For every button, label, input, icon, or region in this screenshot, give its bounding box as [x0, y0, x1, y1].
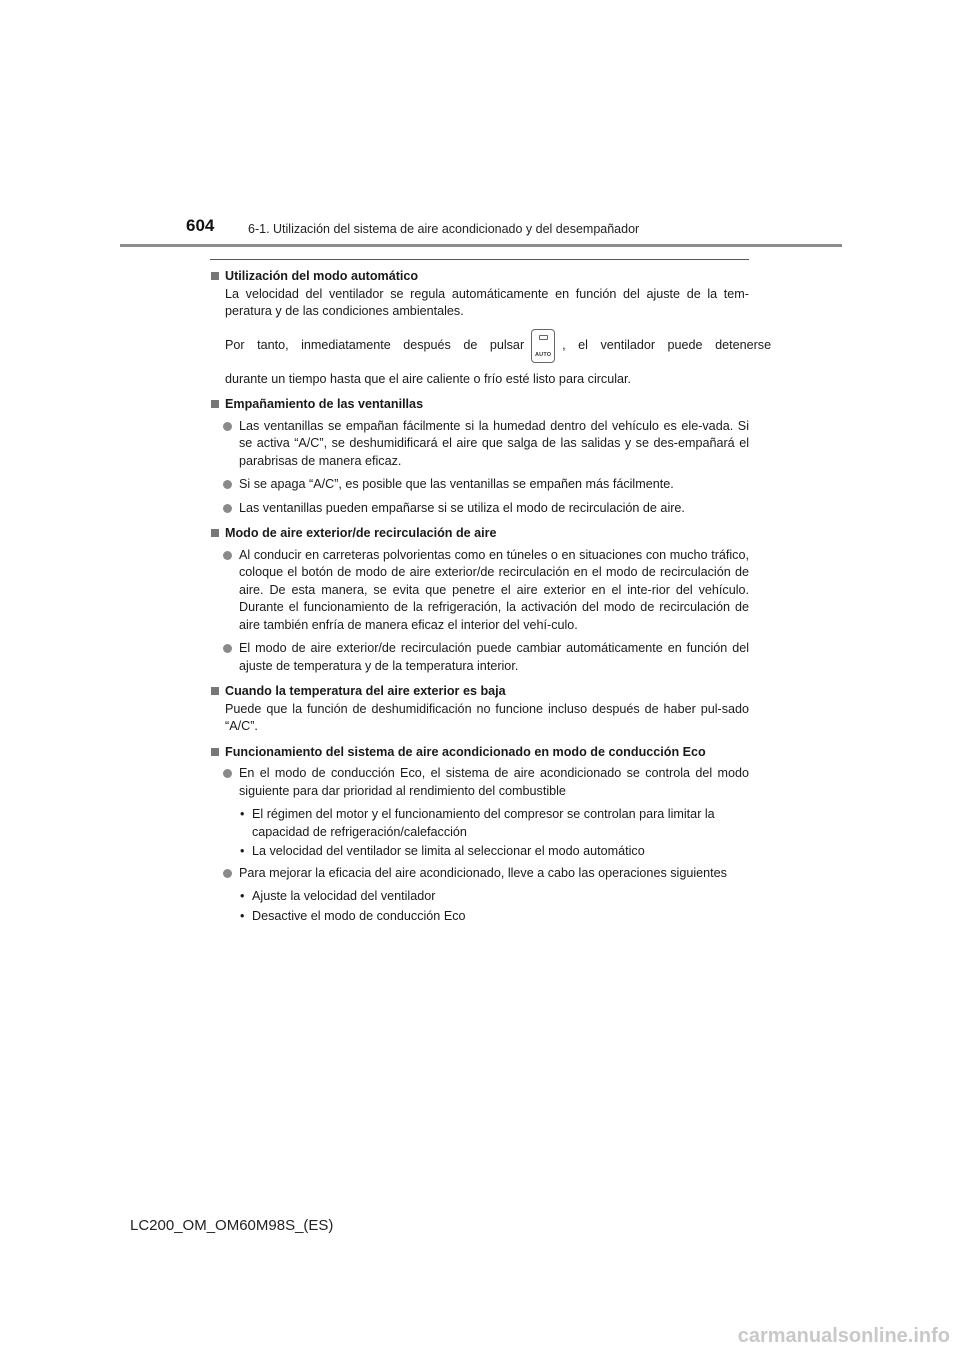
page-content	[210, 268, 772, 933]
section-heading	[210, 683, 749, 701]
watermark: carmanualsonline.info	[737, 1325, 950, 1347]
round-bullet-icon	[223, 422, 232, 431]
paragraph-continued: durante un tiempo hasta que el aire caliente o frío esté listo para circular.	[225, 371, 632, 386]
list-item: En el modo de conducción Eco, el sistema de aire acondicionado se controla del modo siguiente para dar prioridad al rendimiento del combustible	[210, 765, 749, 800]
round-bullet-icon	[223, 480, 232, 489]
round-bullet-icon	[223, 644, 232, 653]
square-bullet-icon	[211, 529, 219, 537]
section-automatic-mode	[210, 268, 772, 388]
square-bullet-icon	[211, 687, 219, 695]
square-bullet-icon	[211, 748, 219, 756]
list-item: Al conducir en carreteras polvorientas como en túneles o en situaciones con mucho tráfico, coloque el botón de modo de aire exterior/de recirculación en el modo de recirculación de aire. De esta manera, se evita que penetre el aire exterior en el inte-rior del vehículo. Durante el funcionamiento de la refrigeración, la activación del modo de recirculación de aire también enfría de manera eficaz el interior del vehí-culo.	[210, 547, 749, 635]
section-heading	[210, 268, 749, 286]
footer-doc-code: LC200_OM_OM60M98S_(ES)	[130, 1217, 334, 1234]
content-top-rule	[210, 259, 749, 260]
paragraph-text-before: Por tanto, inmediatamente después de pulsar	[225, 337, 525, 352]
section-heading	[210, 744, 749, 762]
chapter-title: 6-1. Utilización del sistema de aire acondicionado y del desempañador	[248, 222, 640, 236]
square-bullet-icon	[211, 400, 219, 408]
list-item: Para mejorar la eficacia del aire acondicionado, lleve a cabo las operaciones siguientes	[210, 865, 749, 883]
page-number: 604	[186, 216, 215, 235]
round-bullet-icon	[223, 869, 232, 878]
auto-button-label: AUTO	[534, 351, 552, 358]
heading-text: Empañamiento de las ventanillas	[225, 397, 424, 411]
round-bullet-icon	[223, 551, 232, 560]
list-item: Si se apaga “A/C”, es posible que las ventanillas se empañen más fácilmente.	[210, 476, 749, 494]
square-bullet-icon	[211, 272, 219, 280]
auto-button-icon	[531, 329, 555, 363]
heading-text: Funcionamiento del sistema de aire acondicionado en modo de conducción Eco	[225, 744, 706, 759]
sub-list-item: • Desactive el modo de conducción Eco	[240, 908, 466, 923]
paragraph: Puede que la función de deshumidificación no funcione incluso después de haber pul-sado “A/C”.	[225, 701, 749, 733]
list-item: El modo de aire exterior/de recirculación puede cambiar automáticamente en función del ajuste de temperatura y de la temperatura interior.	[210, 640, 749, 675]
section-heading	[210, 396, 749, 414]
round-bullet-icon	[223, 504, 232, 513]
sub-list	[210, 806, 749, 861]
paragraph-with-button	[225, 329, 772, 363]
section-eco-mode	[210, 744, 749, 926]
round-bullet-icon	[223, 769, 232, 778]
heading-text: Modo de aire exterior/de recirculación de aire	[225, 526, 497, 540]
sub-list-item: • Ajuste la velocidad del ventilador	[240, 889, 436, 903]
section-window-fogging	[210, 396, 749, 517]
indicator-light-icon	[539, 335, 548, 340]
sub-list-item: • La velocidad del ventilador se limita al seleccionar el modo automático	[240, 844, 645, 858]
heading-text: Cuando la temperatura del aire exterior es baja	[225, 684, 506, 698]
section-low-outside-temperature	[210, 683, 749, 736]
sub-list-item: • El régimen del motor y el funcionamiento del compresor se controlan para limitar la capacidad de refrigeración/calefacción	[240, 807, 715, 839]
section-recirculation-mode	[210, 525, 749, 675]
sub-list	[210, 888, 749, 925]
heading-text: Utilización del modo automático	[225, 269, 419, 283]
list-item: Las ventanillas se empañan fácilmente si la humedad dentro del vehículo es ele-vada. Si se activa “A/C”, se deshumidificará el aire que salga de las salidas y se des-empañará el parabrisas de manera eficaz.	[210, 418, 749, 471]
paragraph-text-after: , el ventilador puede detenerse	[562, 337, 772, 352]
header-rule	[120, 244, 842, 247]
section-heading	[210, 525, 749, 543]
paragraph: La velocidad del ventilador se regula automáticamente en función del ajuste de la tem-peratura y de las condiciones ambientales.	[225, 286, 749, 318]
list-item: Las ventanillas pueden empañarse si se utiliza el modo de recirculación de aire.	[210, 500, 749, 518]
